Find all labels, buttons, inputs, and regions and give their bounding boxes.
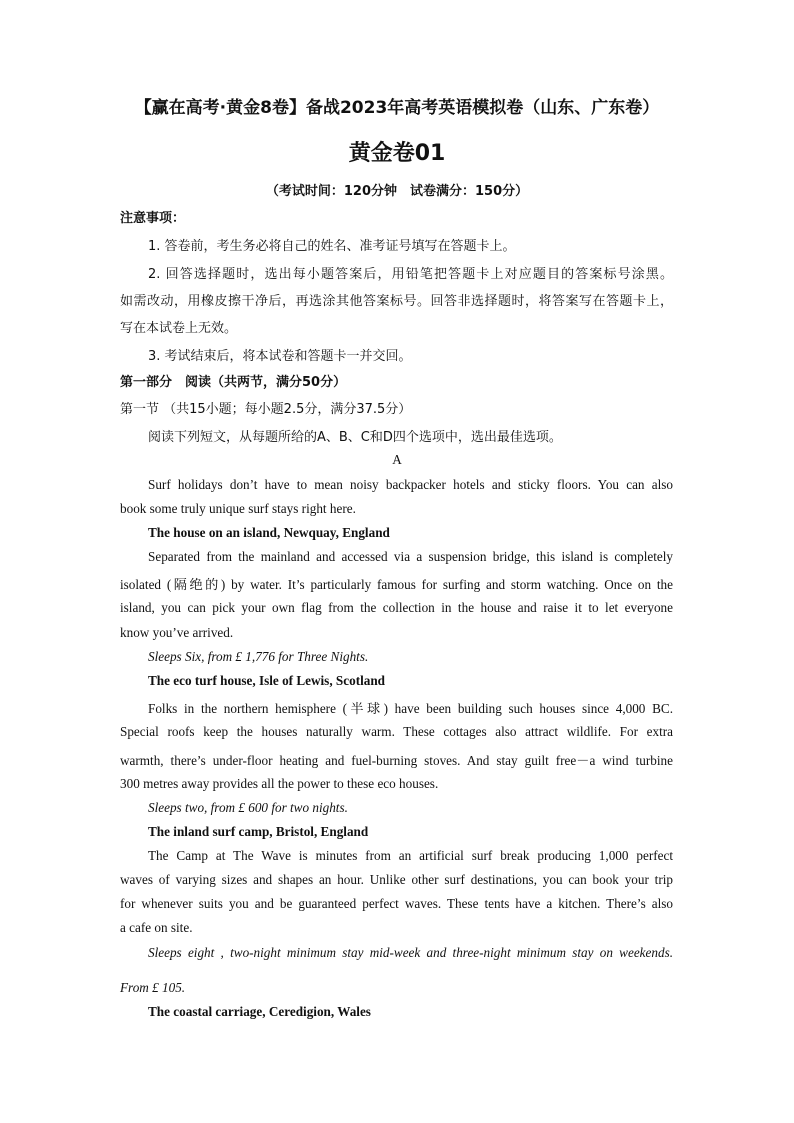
- bristol-price-line-2: From £ 105.: [120, 980, 186, 995]
- listing-heading-lewis: The eco turf house, Isle of Lewis, Scotland: [148, 673, 386, 688]
- exam-info: （考试时间：120分钟 试卷满分：150分）: [265, 184, 529, 199]
- newquay-line-2: isolated (隔绝的) by water. It’s particularly famous for surfing and storm watching. Once on the: [120, 577, 673, 592]
- bristol-line-4: a cafe on site.: [120, 920, 193, 935]
- newquay-line-3: island, you can pick your own flag from the collection in the house and raise it to let everyone: [120, 600, 673, 615]
- notes-heading: 注意事项：: [120, 211, 186, 226]
- notes-item-2-line-3: 写在本试卷上无效。: [120, 321, 238, 336]
- part1-heading: 第一部分 阅读（共两节，满分50分）: [120, 375, 347, 390]
- section1-heading: 第一节 （共15小题；每小题2.5分，满分37.5分）: [120, 402, 412, 417]
- notes-item-2-line-1: 2. 回答选择题时，选出每小题答案后，用铅笔把答题卡上对应题目的答案标号涂黑。: [148, 267, 673, 282]
- lewis-line-3: warmth, there’s under-floor heating and fuel-burning stoves. And stay guilt free－a wind turbine: [120, 753, 673, 768]
- bristol-line-3: for whenever suits you and be guaranteed perfect waves. These tents have a kitchen. There’s also: [120, 896, 673, 911]
- lewis-line-4: 300 metres away provides all the power to these eco houses.: [120, 776, 439, 791]
- notes-item-3: 3. 考试结束后，将本试卷和答题卡一并交回。: [148, 349, 412, 364]
- lewis-price: Sleeps two, from £ 600 for two nights.: [148, 800, 348, 815]
- exam-title: 【赢在高考·黄金8卷】备战2023年高考英语模拟卷（山东、广东卷）: [134, 98, 660, 118]
- lewis-line-1: Folks in the northern hemisphere (半球) have been building such houses since 4,000 BC.: [148, 701, 673, 716]
- notes-item-1: 1. 答卷前，考生务必将自己的姓名、准考证号填写在答题卡上。: [148, 239, 516, 254]
- bristol-line-1: The Camp at The Wave is minutes from an artificial surf break producing 1,000 perfect: [148, 848, 673, 863]
- listing-heading-ceredigion: The coastal carriage, Ceredigion, Wales: [148, 1004, 371, 1019]
- bristol-price-line-1: Sleeps eight , two-night minimum stay mid-week and three-night minimum stay on weekends.: [148, 945, 673, 960]
- notes-item-2-line-2: 如需改动，用橡皮擦干净后，再选涂其他答案标号。回答非选择题时，将答案写在答题卡上，: [120, 294, 673, 309]
- newquay-line-4: know you’ve arrived.: [120, 625, 234, 640]
- intro-line-1: Surf holidays don’t have to mean noisy backpacker hotels and sticky floors. You can also: [148, 477, 673, 492]
- newquay-price: Sleeps Six, from £ 1,776 for Three Nights.: [148, 649, 369, 664]
- passage-label: A: [392, 452, 402, 467]
- lewis-line-2: Special roofs keep the houses naturally warm. These cottages also attract wildlife. For extra: [120, 724, 673, 739]
- listing-heading-bristol: The inland surf camp, Bristol, England: [148, 824, 369, 839]
- section1-instruction: 阅读下列短文，从每题所给的A、B、C和D四个选项中，选出最佳选项。: [148, 430, 562, 445]
- newquay-line-1: Separated from the mainland and accessed via a suspension bridge, this island is completely: [148, 549, 673, 564]
- intro-line-2: book some truly unique surf stays right here.: [120, 501, 356, 516]
- paper-subtitle: 黄金卷01: [348, 141, 446, 166]
- listing-heading-newquay: The house on an island, Newquay, England: [148, 525, 390, 540]
- bristol-line-2: waves of varying sizes and shapes an hour. Unlike other surf destinations, you can book your trip: [120, 872, 673, 887]
